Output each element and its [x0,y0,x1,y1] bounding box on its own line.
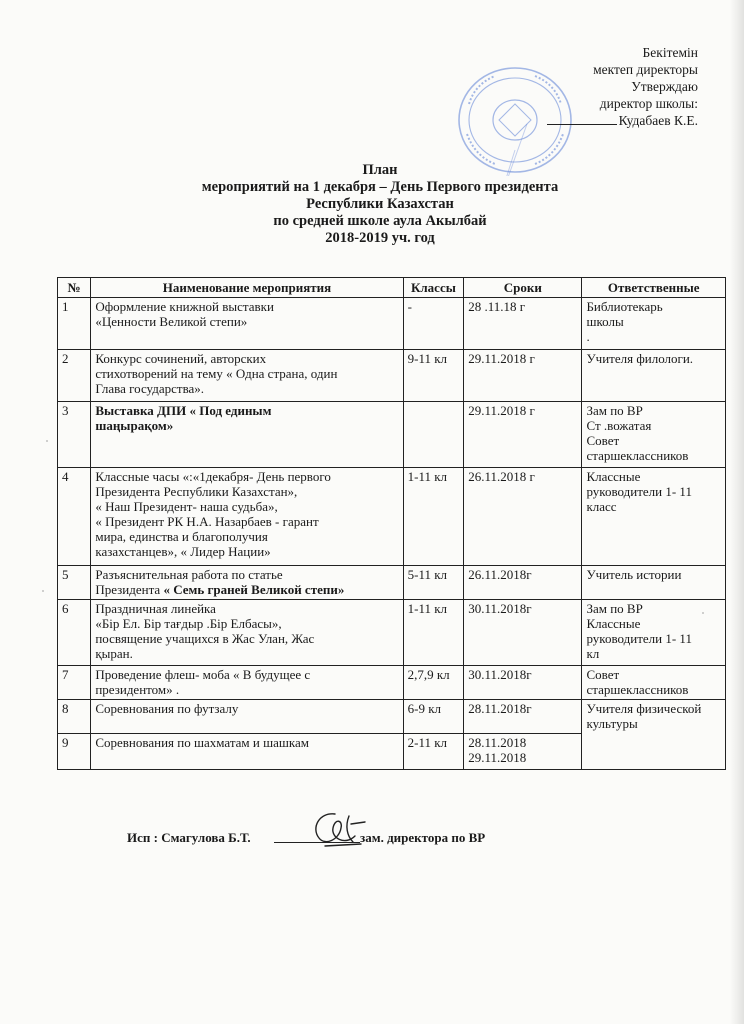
event-name: Оформление книжной выставки «Ценности Великой степи» [91,298,403,350]
event-date: 28 .11.18 г [464,298,582,350]
event-classes: 9-11 кл [403,350,464,402]
event-date: 29.11.2018 г [464,402,582,468]
row-number: 8 [58,700,91,734]
table-header-row [58,278,726,298]
event-responsible: Зам по ВР Ст .вожатая Совет старшеклассников [582,402,726,468]
event-responsible: Классные руководители 1- 11 класс [582,468,726,566]
row-number: 6 [58,600,91,666]
event-date: 26.11.2018 г [464,468,582,566]
event-classes: 2-11 кл [403,734,464,770]
row-number: 4 [58,468,91,566]
director-name: Кудабаев К.Е. [618,113,698,128]
page-edge-shadow [730,0,744,1024]
event-classes: 1-11 кл [403,600,464,666]
event-date: 28.11.2018г [464,700,582,734]
event-classes: 1-11 кл [403,468,464,566]
approval-director-line [468,112,698,129]
title-line4: по средней школе аула Акылбай [273,213,487,229]
event-date: 29.11.2018 г [464,350,582,402]
row-number: 7 [58,666,91,700]
event-name-text: Разъяснительная работа по статье Президента [95,567,283,597]
table-row [58,468,726,566]
event-date: 26.11.2018г [464,566,582,600]
row-number: 5 [58,566,91,600]
table-row [58,350,726,402]
executor-footer [127,820,547,864]
title-line1: План [362,162,398,178]
table-row [58,700,726,734]
title-line3: Республики Казахстан [306,196,454,212]
header-event-name: Наименование мероприятия [91,278,403,298]
event-classes: - [403,298,464,350]
event-responsible: Библиотекарь школы . [582,298,726,350]
event-name: Праздничная линейка «Бір Ел. Бір тағдыр .Бір Елбасы», посвящение учащихся в Жас Улан, Жас қыран. [91,600,403,666]
event-date: 30.11.2018г [464,600,582,666]
scan-speck [42,590,44,592]
events-table [57,277,726,770]
event-responsible: Учитель истории [582,566,726,600]
event-name: Классные часы «:«1декабря- День первого Президента Республики Казахстан», « Наш Президент- наша судьба», « Президент РК Н.А. Назарбаев - гарант мира, единства и благополучия казахстанцев», « Лидер Нации» [91,468,403,566]
event-classes: 5-11 кл [403,566,464,600]
event-name: Соревнования по футзалу [91,700,403,734]
header-classes: Классы [403,278,464,298]
row-number: 9 [58,734,91,770]
event-name: Соревнования по шахматам и шашкам [91,734,403,770]
header-responsible: Ответственные [582,278,726,298]
event-name [91,566,403,600]
executor-role: зам. директора по ВР [360,830,486,845]
row-number: 3 [58,402,91,468]
approval-kz-line1: Бекітемін [642,45,698,60]
approval-block [468,44,698,129]
table-row [58,402,726,468]
approval-kz-line2: мектеп директоры [593,62,698,77]
document-title [150,162,610,247]
event-name: Выставка ДПИ « Под единым шаңырақом» [91,402,403,468]
row-number: 1 [58,298,91,350]
event-responsible: Учителя филологи. [582,350,726,402]
row-number: 2 [58,350,91,402]
header-dates: Сроки [464,278,582,298]
event-name: Проведение флеш- моба « В будущее с президентом» . [91,666,403,700]
event-name: Конкурс сочинений, авторских стихотворений на тему « Одна страна, один Глава государства». [91,350,403,402]
event-classes [403,402,464,468]
table-row [58,566,726,600]
title-line5: 2018-2019 уч. год [325,230,435,246]
event-date: 30.11.2018г [464,666,582,700]
title-line2: мероприятий на 1 декабря – День Первого президента [201,179,559,195]
table-row [58,298,726,350]
article-title: « Семь граней Великой степи» [163,582,345,597]
table-row [58,666,726,700]
event-date: 28.11.2018 29.11.2018 [464,734,582,770]
event-responsible: Зам по ВР Классные руководители 1- 11 кл [582,600,726,666]
event-responsible: Совет старшеклассников [582,666,726,700]
approval-ru-line2: директор школы: [599,96,698,111]
director-signature-line [547,124,617,125]
event-classes: 2,7,9 кл [403,666,464,700]
event-classes: 6-9 кл [403,700,464,734]
scan-speck [46,440,48,442]
table-row [58,600,726,666]
header-number: № [58,278,91,298]
approval-ru-line1: Утверждаю [631,79,698,94]
executor-name: Исп : Смагулова Б.Т. [127,830,251,845]
event-responsible: Учителя физической культуры [582,700,726,770]
